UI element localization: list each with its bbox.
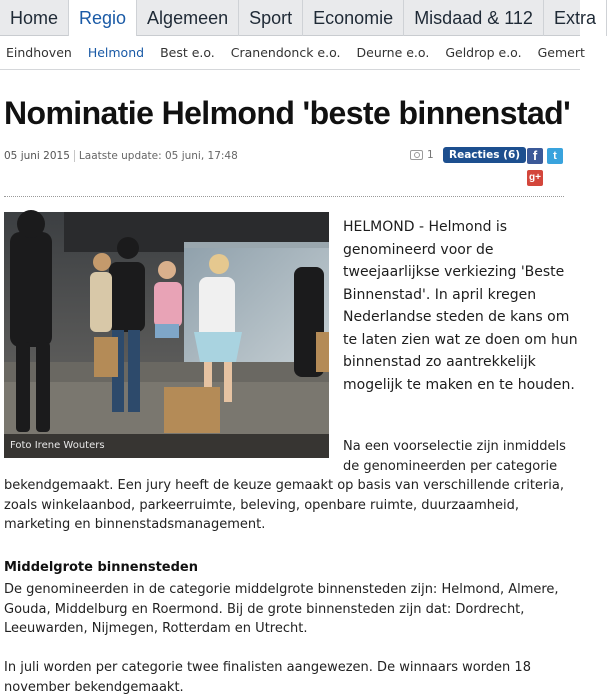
subnav-gemert[interactable]: Gemert [537,45,585,60]
photo-illustration [4,212,329,458]
article-subheading: Middelgrote binnensteden [4,560,198,575]
article-paragraph-4: In juli worden per categorie twee finalisten aangewezen. De winnaars worden 18 november bekendgemaakt. [4,660,531,695]
photo-count[interactable] [410,149,434,161]
subnav-deurne[interactable]: Deurne e.o. [356,45,430,60]
article-photo[interactable] [4,212,329,458]
tab-sport[interactable]: Sport [239,0,303,36]
article-date: 05 juni 2015 [4,150,75,162]
subnav-eindhoven[interactable]: Eindhoven [6,45,72,60]
sub-nav [0,36,585,70]
article-paragraph-2-start [343,437,579,476]
article-paragraph-2: bekendgemaakt. Een jury heeft de keuze gemaakt op basis van verschillende criteria, zoals winkelaanbod, parkeerruimte, beleving, openbare ruimte, duurzaamheid, marketing en binnenstadsmanagement. [4,478,564,532]
reactions-button[interactable]: Reacties (6) [443,147,526,163]
main-nav [0,0,596,36]
subnav-geldrop[interactable]: Geldrop e.o. [445,45,522,60]
article-lead: HELMOND - Helmond is genomineerd voor de tweejaarlijkse verkiezing 'Beste Binnenstad'. In april kregen Nederlandse steden de kans om te laten zien wat ze doen om hun binnenstad zo aantrekkelijk mogelijk te maken en te houden. [343,219,578,393]
photo-caption: Foto Irene Wouters [4,434,329,458]
photo-count-value: 1 [427,149,434,161]
article-title: Nominatie Helmond 'beste binnenstad' [4,95,571,131]
tab-regio[interactable]: Regio [69,0,137,37]
tab-economie[interactable]: Economie [303,0,404,36]
tab-extra[interactable]: Extra [544,0,607,36]
subnav-cranendonck[interactable]: Cranendonck e.o. [230,45,341,60]
p2-line-2: de genomineerden per categorie [343,458,558,474]
tab-algemeen[interactable]: Algemeen [137,0,239,36]
subnav-helmond[interactable]: Helmond [87,45,145,60]
subnav-best[interactable]: Best e.o. [160,45,215,60]
p2-line-1: Na een voorselectie zijn inmiddels [343,439,566,454]
tab-home[interactable]: Home [0,0,69,36]
article-paragraph-3: De genomineerden in de categorie middelgrote binnensteden zijn: Helmond, Almere, Gouda, Middelburg en Roermond. Bij de grote binnensteden zijn dat: Dordrecht, Leeuwarden, Nijmegen, Rotterdam en Utrecht. [4,582,559,636]
twitter-icon[interactable]: t [547,148,563,164]
divider [4,196,564,197]
article-updated: Laatste update: 05 juni, 17:48 [78,150,238,162]
facebook-icon[interactable]: f [527,148,543,164]
tab-misdaad-112[interactable]: Misdaad & 112 [404,0,544,36]
camera-icon [410,150,423,160]
article-meta [4,150,238,162]
google-plus-icon[interactable]: g+ [527,170,543,186]
